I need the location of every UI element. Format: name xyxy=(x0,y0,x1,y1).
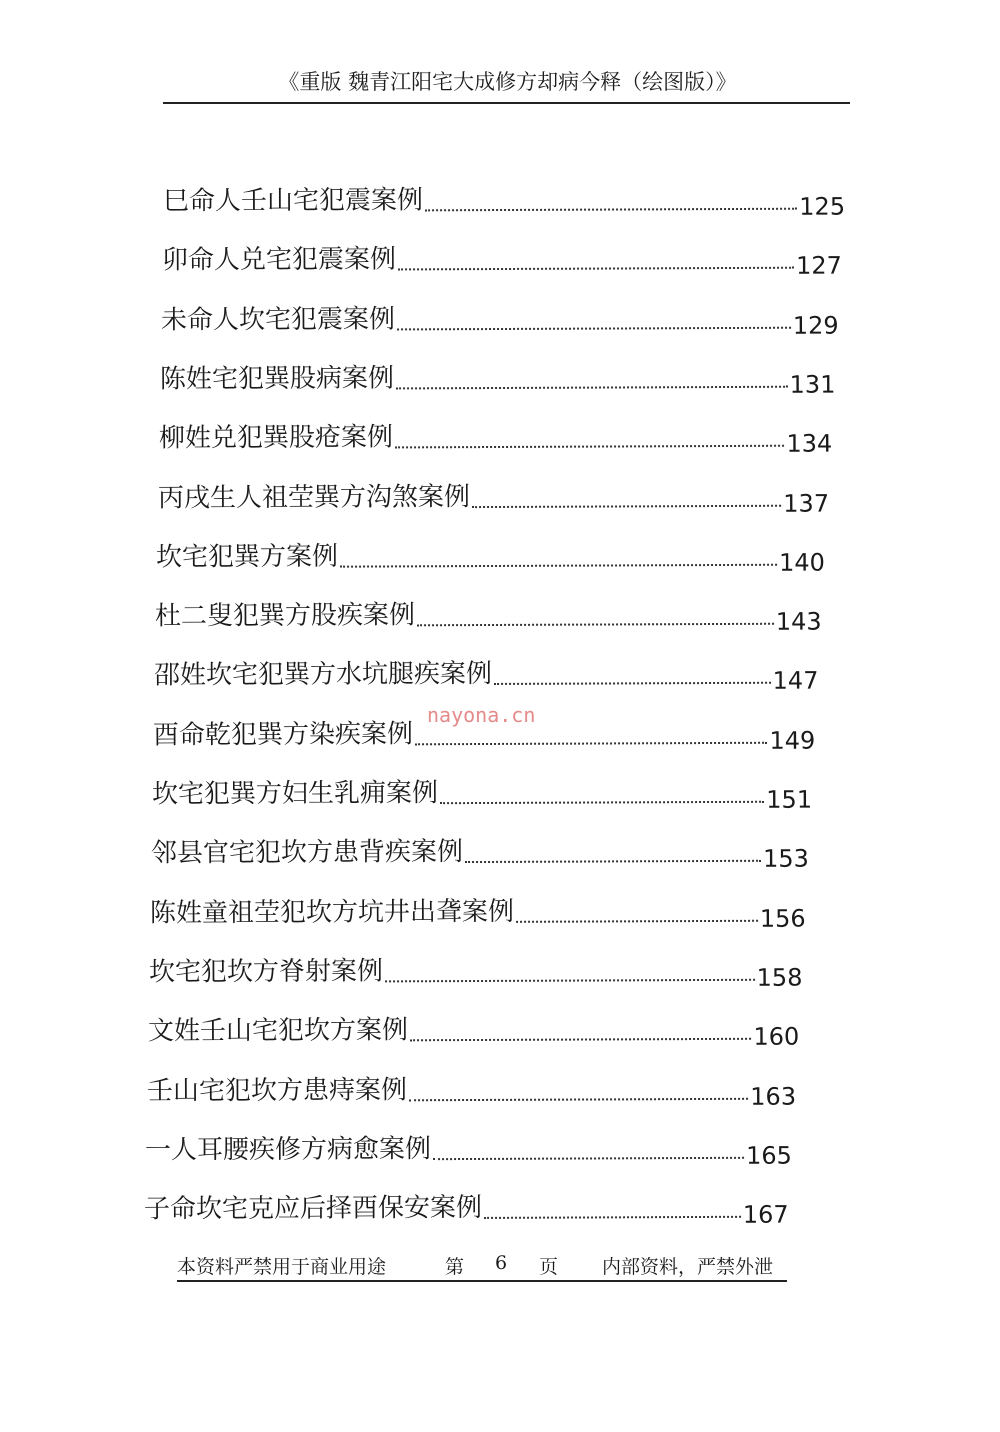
toc-item xyxy=(144,1182,790,1229)
toc-item-title: 坎宅犯巽方案例 xyxy=(156,541,339,573)
toc-item-title: 邻县官宅犯坎方患背疾案例 xyxy=(150,837,463,869)
toc-item-page: 143 xyxy=(776,607,823,636)
toc-item-title: 陈姓童祖茔犯坎方坑井出聋案例 xyxy=(149,896,514,929)
toc-item-title: 邵姓坎宅犯巽方水坑腿疾案例 xyxy=(154,659,493,691)
toc-dot-leader xyxy=(398,267,794,271)
toc-dot-leader xyxy=(433,1157,744,1160)
toc-item-page: 151 xyxy=(766,785,813,814)
toc-item xyxy=(146,1063,796,1111)
toc-item-title: 陈姓宅犯巽股病案例 xyxy=(159,363,394,395)
toc-dot-leader xyxy=(494,682,771,685)
toc-item xyxy=(160,292,839,340)
toc-item xyxy=(161,233,842,281)
toc-item xyxy=(148,944,803,992)
toc-item xyxy=(147,1004,799,1051)
toc-dot-leader xyxy=(340,564,777,568)
toc-item-title: 壬山宅犯坎方患痔案例 xyxy=(146,1074,407,1106)
toc-dot-leader xyxy=(516,919,758,922)
watermark: nayona.cn xyxy=(427,703,536,727)
toc-item xyxy=(158,411,832,458)
toc-item-title: 丙戌生人祖茔巽方沟煞案例 xyxy=(157,481,470,513)
toc-item-page: 147 xyxy=(772,666,819,696)
toc-dot-leader xyxy=(472,504,781,507)
toc-item-title: 杜二叟犯巽方股疾案例 xyxy=(155,600,416,632)
toc-dot-leader xyxy=(397,326,791,330)
toc-item-page: 160 xyxy=(752,1022,799,1051)
footer-notice-left: 本资料严禁用于商业用途 xyxy=(177,1256,387,1278)
toc-dot-leader xyxy=(417,623,774,627)
toc-item xyxy=(162,174,846,221)
toc-item-page: 125 xyxy=(799,192,846,221)
toc-dot-leader xyxy=(425,208,797,212)
toc-item-page: 149 xyxy=(769,726,816,755)
toc-item-page: 153 xyxy=(762,844,809,874)
toc-item-page: 140 xyxy=(779,548,826,577)
toc-dot-leader xyxy=(410,1038,751,1041)
toc-item xyxy=(145,1122,793,1170)
footer-page-suffix: 页 xyxy=(539,1256,559,1278)
toc-item xyxy=(150,826,809,874)
page-header-title: 《重版 魏青江阳宅大成修方却病今释（绘图版）》 xyxy=(278,70,737,94)
toc-item xyxy=(155,589,823,636)
toc-item-title: 文姓壬山宅犯坎方案例 xyxy=(147,1015,408,1047)
page-footer xyxy=(177,1252,787,1282)
toc-dot-leader xyxy=(385,979,755,983)
toc-item-title: 巳命人壬山宅犯震案例 xyxy=(162,185,424,217)
toc-item-title: 酉命乾犯巽方染疾案例 xyxy=(153,718,414,751)
footer-notice-right: 内部资料，严禁外泄 xyxy=(602,1256,774,1278)
toc-item xyxy=(154,648,819,696)
toc-dot-leader xyxy=(396,386,788,390)
footer-page-number: 6 xyxy=(495,1252,508,1274)
toc-item-page: 129 xyxy=(792,311,839,340)
toc-item xyxy=(149,885,806,933)
toc-item-page: 158 xyxy=(756,963,803,992)
toc-item-page: 131 xyxy=(789,370,836,399)
toc-item-title: 柳姓兑犯巽股疮案例 xyxy=(158,422,393,454)
toc-item-page: 163 xyxy=(749,1082,796,1111)
toc-item-title: 卯命人兑宅犯震案例 xyxy=(161,244,396,276)
header-rule xyxy=(163,102,850,104)
toc-item-title: 一人耳腰疾修方病愈案例 xyxy=(145,1133,432,1166)
toc-item xyxy=(159,351,836,399)
toc-item-page: 167 xyxy=(743,1200,790,1229)
toc-item-title: 未命人坎宅犯震案例 xyxy=(160,304,395,336)
toc-dot-leader xyxy=(484,1216,741,1219)
toc-dot-leader xyxy=(409,1097,748,1100)
toc-dot-leader xyxy=(440,801,764,804)
toc-item-title: 子命坎宅克应后择酉保安案例 xyxy=(144,1193,483,1225)
toc-item xyxy=(157,470,829,518)
toc-dot-leader xyxy=(415,741,767,745)
footer-page-prefix: 第 xyxy=(445,1256,465,1278)
toc-item xyxy=(151,767,813,814)
toc-item-title: 坎宅犯坎方脊射案例 xyxy=(148,956,383,988)
toc-item-page: 156 xyxy=(759,904,806,933)
toc-dot-leader xyxy=(395,445,784,449)
toc-item-page: 134 xyxy=(785,429,832,458)
toc-item-page: 137 xyxy=(782,489,829,518)
toc-item xyxy=(156,529,826,577)
toc-dot-leader xyxy=(465,860,761,863)
toc-item-page: 165 xyxy=(746,1141,793,1170)
toc-item-title: 坎宅犯巽方妇生乳痈案例 xyxy=(151,778,439,810)
toc-item-page: 127 xyxy=(795,251,842,281)
